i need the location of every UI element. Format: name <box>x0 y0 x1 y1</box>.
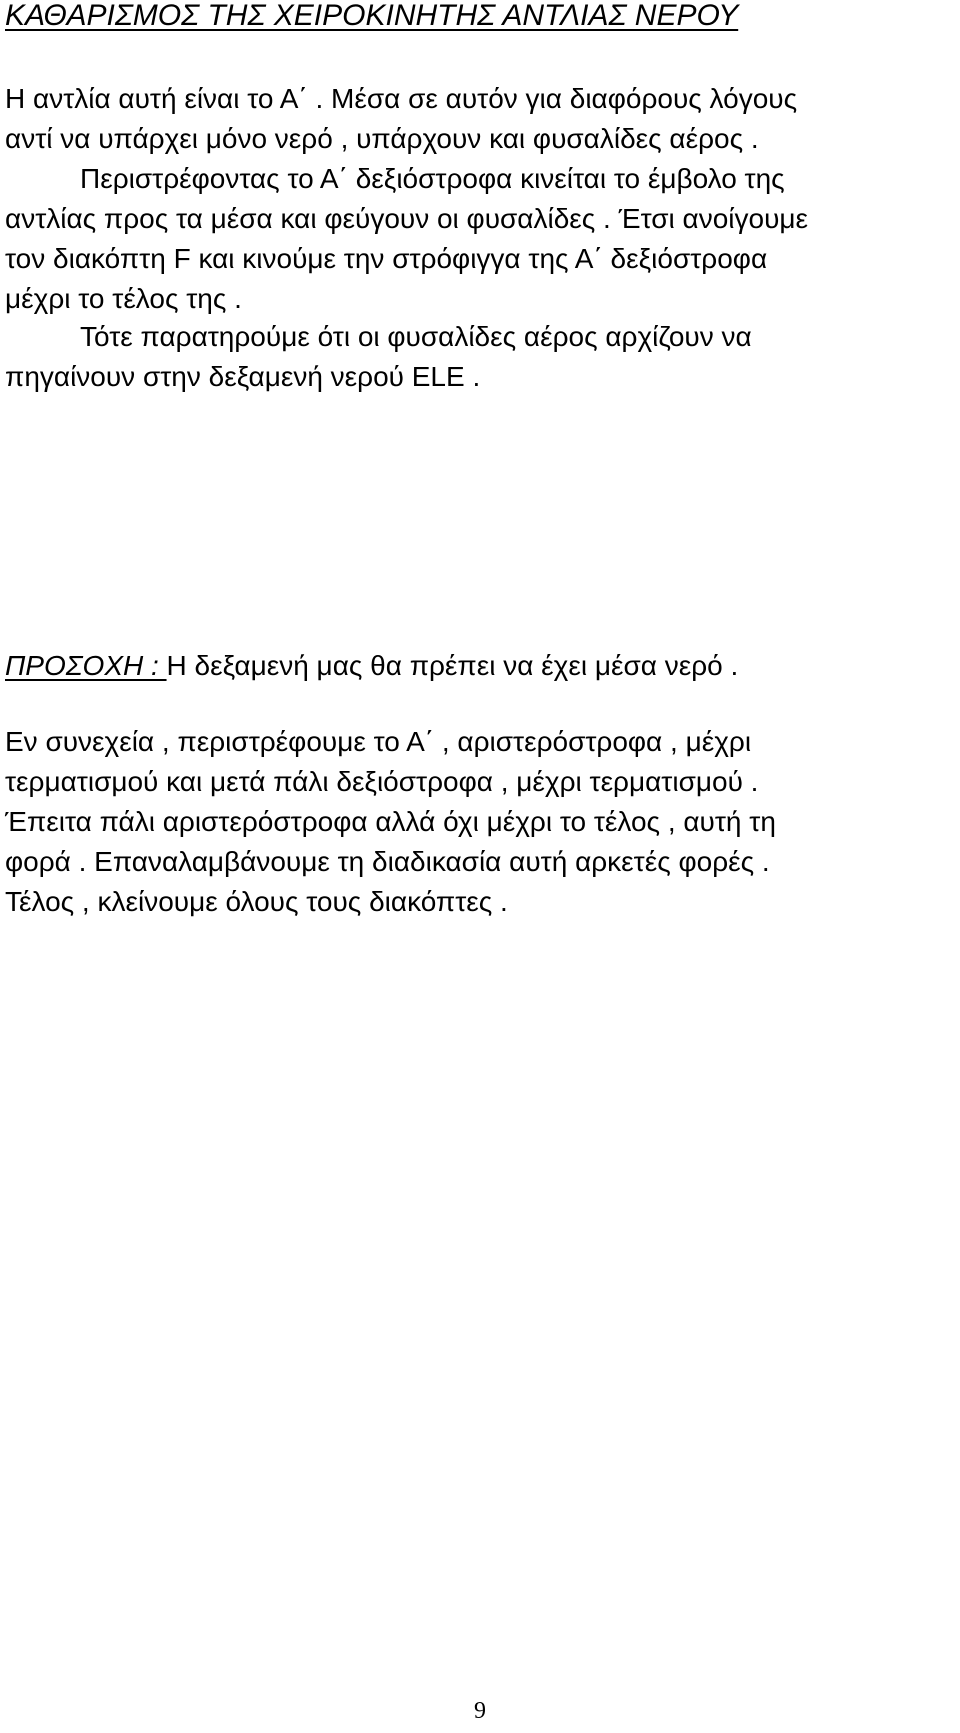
text-line: αντί να υπάρχει μόνο νερό , υπάρχουν και φυσαλίδες αέρος . <box>5 123 759 154</box>
text-line: αντλίας προς τα μέσα και φεύγουν οι φυσαλίδες . Έτσι ανοίγουμε <box>5 203 808 234</box>
page-number: 9 <box>474 1698 486 1724</box>
text-line: Τότε παρατηρούμε ότι οι φυσαλίδες αέρος αρχίζουν να <box>80 321 752 352</box>
text-line: πηγαίνουν στην δεξαμενή νερού ELE . <box>5 361 481 392</box>
text-line: τερματισμού και μετά πάλι δεξιόστροφα , μέχρι τερματισμού . <box>5 766 759 797</box>
notice-text: Η δεξαμενή μας θα πρέπει να έχει μέσα νερό . <box>166 650 739 681</box>
paragraph-procedure <box>5 722 955 922</box>
paragraph-observation <box>5 317 955 397</box>
text-line: Εν συνεχεία , περιστρέφουμε το Α΄ , αριστερόστροφα , μέχρι <box>5 726 752 757</box>
document-title: ΚΑΘΑΡΙΣΜΟΣ ΤΗΣ ΧΕΙΡΟΚΙΝΗΤΗΣ ΑΝΤΛΙΑΣ ΝΕΡΟΥ <box>5 0 739 32</box>
text-line: Περιστρέφοντας το Α΄ δεξιόστροφα κινείται το έμβολο της <box>80 163 785 194</box>
text-line: Η αντλία αυτή είναι το Α΄ . Μέσα σε αυτόν για διαφόρους λόγους <box>5 83 798 114</box>
paragraph-intro <box>5 79 955 319</box>
text-line: Έπειτα πάλι αριστερόστροφα αλλά όχι μέχρι το τέλος , αυτή τη <box>5 806 776 837</box>
text-line: φορά . Επαναλαμβάνουμε τη διαδικασία αυτή αρκετές φορές . <box>5 846 770 877</box>
notice-paragraph <box>5 646 955 686</box>
notice-label: ΠΡΟΣΟΧΗ : <box>5 650 167 681</box>
text-line: τον διακόπτη F και κινούμε την στρόφιγγα της Α΄ δεξιόστροφα <box>5 243 768 274</box>
notice-line <box>5 646 955 686</box>
text-line: Τέλος , κλείνουμε όλους τους διακόπτες . <box>5 886 508 917</box>
text-line: μέχρι το τέλος της . <box>5 283 242 314</box>
